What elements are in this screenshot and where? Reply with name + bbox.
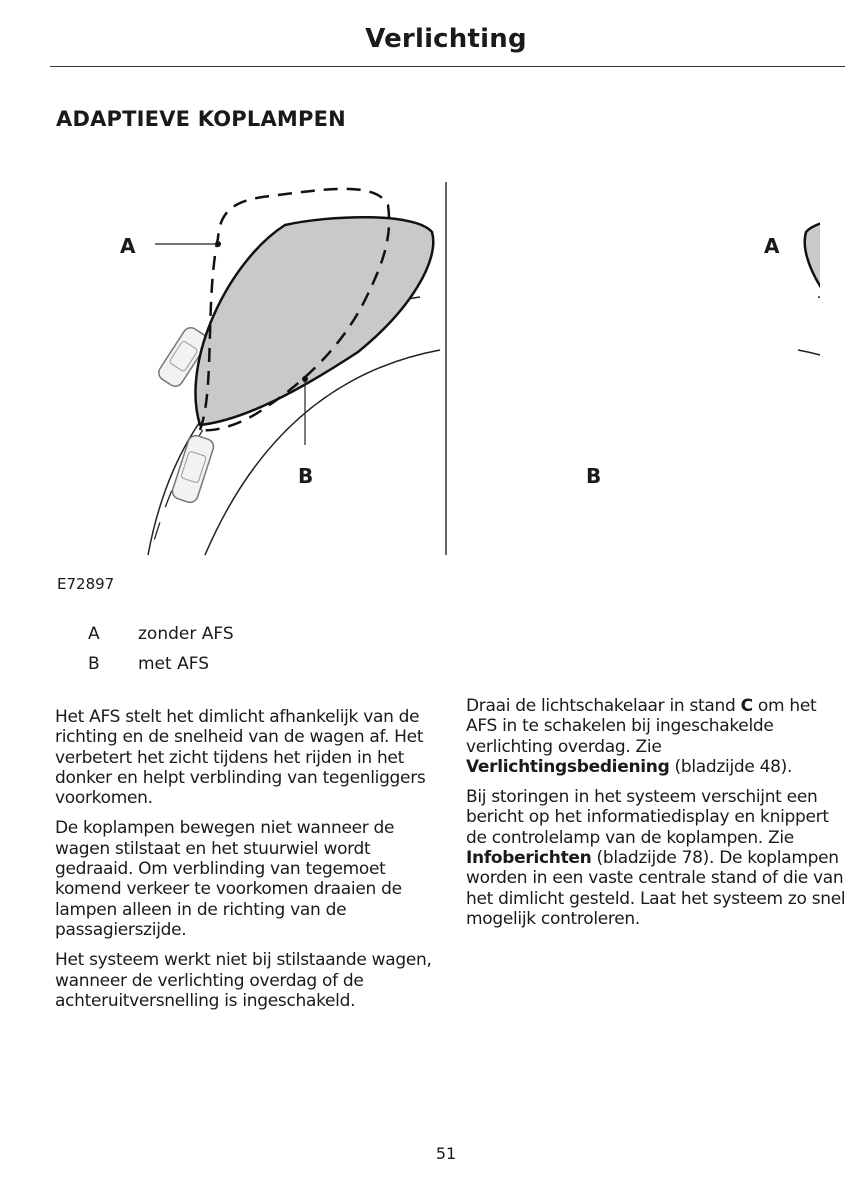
figure-label-a-left: A [120,234,136,258]
legend-text: met AFS [138,654,209,674]
reference-verlichtingsbediening[interactable]: Verlichtingsbediening [466,756,670,777]
afs-headlight-figure [100,176,820,561]
paragraph: De koplampen bewegen niet wanneer de wagen stilstaat en het stuurwiel wordt gedraaid. Om verblinding van tegemoet komend verkeer te voorkomen draaien de lampen alleen in de richting van de passagierszijde. [55,818,402,940]
leader-b-left-dot [302,376,308,382]
text-run: om het AFS in te schakelen bij ingeschakelde verlichting overdag. Zie [466,696,817,757]
right-scene [798,189,820,555]
afs-beam-area [196,217,434,425]
right-text-column [466,696,846,939]
switch-position-c: C [740,696,753,716]
afs-diagram [100,176,820,561]
text-run: Draai de lichtschakelaar in stand [466,696,741,716]
left-text-column [55,707,440,1021]
header-divider [50,66,845,67]
reference-infoberichten[interactable]: Infoberichten [466,848,592,869]
left-scene [148,189,440,555]
legend-key: A [88,624,100,644]
legend-key: B [88,654,100,674]
figure-label-b-right: B [586,464,602,488]
paragraph: Het AFS stelt het dimlicht afhankelijk van de richting en de snelheid van de wagen af. Het verbetert het zicht tijdens het rijden in het donker en helpt verblinding van tegenliggers voorkomen. [55,707,426,809]
page-number: 51 [435,1144,457,1163]
figure-label-a-right: A [764,234,780,258]
section-title: ADAPTIEVE KOPLAMPEN [56,107,346,131]
leader-a-left-dot [215,241,221,247]
paragraph [466,696,846,777]
text-run: (bladzijde 48). [669,756,793,777]
legend-text: zonder AFS [138,624,234,644]
paragraph [466,787,846,929]
own-car [170,434,215,505]
page-header-title: Verlichting [365,24,527,54]
text-run: (bladzijde 78). De koplampen worden in een vaste centrale stand of die van het dimlicht gesteld. Laat het systeem zo snel mogelijk controleren. [466,848,846,929]
figure-label-b-left: B [298,464,314,488]
paragraph: Het systeem werkt niet bij stilstaande wagen, wanneer de verlichting overdag of de achteruitversnelling is ingeschakeld. [55,950,432,1011]
text-run: Bij storingen in het systeem verschijnt een bericht op het informatiedisplay en knippert de controlelamp van de koplampen. Zie [466,787,829,848]
figure-code: E72897 [57,575,115,593]
